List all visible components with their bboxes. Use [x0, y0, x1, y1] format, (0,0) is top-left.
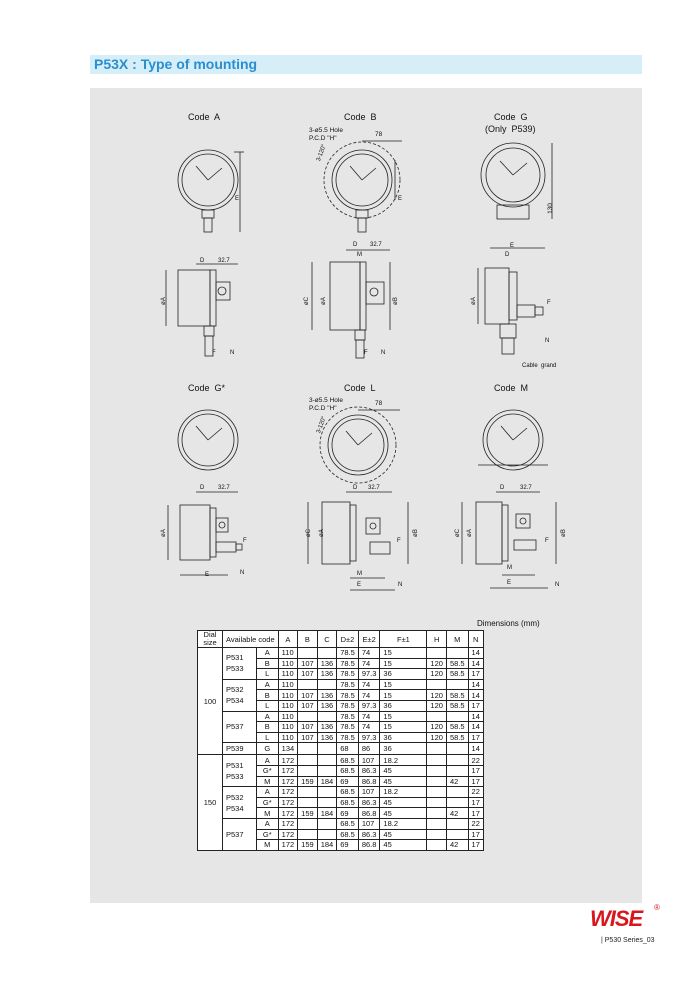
annot-phia-g: øA [470, 297, 477, 305]
cell-f: 45 [380, 776, 427, 787]
cell-h: 120 [427, 732, 447, 743]
cell-code: G [256, 743, 278, 755]
annot-hole-l: 3-ø5.5 Hole [309, 397, 343, 404]
annot-e-g: E [510, 243, 515, 249]
annot-phib-m: øB [560, 529, 567, 537]
cell-b [298, 829, 318, 840]
cell-model: P532 P534 [223, 679, 257, 711]
label-code-a: Code A [188, 112, 221, 122]
annot-327-gstar: 32.7 [218, 485, 230, 491]
cell-n: 17 [468, 732, 483, 743]
cell-n: 17 [468, 765, 483, 776]
annot-phib-b: øB [392, 297, 399, 305]
cell-c [317, 648, 337, 659]
annot-phia-l: øA [318, 529, 325, 537]
cell-c: 136 [317, 700, 337, 711]
gauge-front-code-b [324, 141, 402, 232]
gauge-side-code-m [462, 492, 556, 588]
cell-code: G* [256, 829, 278, 840]
cell-code: A [256, 711, 278, 722]
annot-n-l: N [398, 582, 403, 588]
cell-b: 107 [298, 690, 318, 701]
label-code-gstar: Code G* [188, 383, 226, 393]
cell-b [298, 648, 318, 659]
cell-e: 86.3 [358, 765, 380, 776]
cell-e: 74 [358, 658, 380, 669]
cell-m: 58.5 [446, 690, 468, 701]
cell-c [317, 755, 337, 766]
cell-b [298, 743, 318, 755]
cell-c: 136 [317, 732, 337, 743]
cell-f: 45 [380, 808, 427, 819]
annot-327-m: 32.7 [520, 485, 532, 491]
annot-f-b: F [364, 350, 368, 356]
gauge-side-code-a [166, 264, 238, 356]
cell-model: P539 [223, 743, 257, 755]
cell-b: 159 [298, 840, 318, 851]
cell-a: 110 [278, 700, 298, 711]
cell-m: 58.5 [446, 658, 468, 669]
cell-d: 78.5 [337, 669, 359, 680]
cell-a: 110 [278, 669, 298, 680]
cell-a: 110 [278, 690, 298, 701]
cell-c: 136 [317, 722, 337, 733]
cell-e: 74 [358, 711, 380, 722]
cell-h [427, 797, 447, 808]
annot-e-b: E [398, 196, 403, 202]
cell-d: 68 [337, 743, 359, 755]
cell-m: 58.5 [446, 669, 468, 680]
cell-m: 58.5 [446, 732, 468, 743]
cell-a: 172 [278, 840, 298, 851]
label-code-l: Code L [344, 383, 376, 393]
cell-b [298, 755, 318, 766]
cell-m [446, 755, 468, 766]
cell-d: 78.5 [337, 711, 359, 722]
cell-b: 107 [298, 700, 318, 711]
annot-e-l: E [357, 582, 362, 588]
annot-f-a: F [212, 350, 216, 356]
cell-c: 184 [317, 808, 337, 819]
cell-h [427, 787, 447, 798]
annot-d-a: D [200, 258, 205, 264]
cell-a: 172 [278, 829, 298, 840]
cell-d: 69 [337, 776, 359, 787]
cell-f: 18.2 [380, 818, 427, 829]
annot-d-l: D [353, 485, 358, 491]
cell-b [298, 787, 318, 798]
gauge-side-code-g [478, 248, 545, 354]
annot-pcd-l: P.C.D "H" [309, 405, 337, 412]
cell-h: 120 [427, 669, 447, 680]
annot-m-m: M [507, 565, 512, 571]
cell-m: 58.5 [446, 700, 468, 711]
page-number: | P530 Series_03 [601, 937, 655, 944]
label-code-b: Code B [344, 112, 377, 122]
table-row [198, 818, 484, 829]
table-row [198, 743, 484, 755]
annot-phia-m: øA [466, 529, 473, 537]
annot-d-m: D [500, 485, 505, 491]
cell-f: 45 [380, 829, 427, 840]
annot-130: 130 [546, 203, 554, 214]
gauge-side-code-gstar [168, 492, 245, 576]
cell-a: 172 [278, 818, 298, 829]
cell-a: 110 [278, 711, 298, 722]
annot-cable: Cable grand [522, 363, 557, 369]
table-row [198, 711, 484, 722]
cell-b [298, 679, 318, 690]
cell-n: 14 [468, 658, 483, 669]
cell-m: 42 [446, 808, 468, 819]
section-title: P53X : Type of mounting [94, 56, 258, 72]
annot-n-a: N [230, 350, 235, 356]
cell-d: 68.5 [337, 829, 359, 840]
annot-angle-l: 3-120° [316, 415, 328, 435]
cell-model: P531 P533 [223, 755, 257, 787]
cell-f: 18.2 [380, 755, 427, 766]
annot-e-m: E [507, 580, 512, 586]
cell-a: 172 [278, 797, 298, 808]
cell-c [317, 829, 337, 840]
annot-d-g: D [505, 252, 510, 258]
cell-n: 14 [468, 722, 483, 733]
th-h: H [427, 631, 447, 648]
annot-f-gstar: F [243, 538, 247, 544]
cell-n: 14 [468, 711, 483, 722]
cell-d: 78.5 [337, 722, 359, 733]
cell-b [298, 797, 318, 808]
cell-f: 15 [380, 690, 427, 701]
registered-mark: ® [654, 903, 660, 912]
annot-n-m: N [555, 582, 560, 588]
cell-b: 107 [298, 658, 318, 669]
gauge-front-code-g [481, 143, 552, 219]
dimensions-caption: Dimensions (mm) [477, 619, 540, 628]
cell-n: 14 [468, 690, 483, 701]
cell-m [446, 743, 468, 755]
cell-code: M [256, 840, 278, 851]
annot-phic-b: øC [304, 297, 310, 305]
th-c: C [317, 631, 337, 648]
cell-b: 159 [298, 808, 318, 819]
cell-a: 134 [278, 743, 298, 755]
brand-logo: WISE [590, 906, 643, 931]
cell-h: 120 [427, 700, 447, 711]
cell-m [446, 711, 468, 722]
cell-d: 78.5 [337, 648, 359, 659]
cell-m [446, 765, 468, 776]
annot-n-b: N [381, 350, 386, 356]
cell-f: 15 [380, 658, 427, 669]
cell-b: 107 [298, 669, 318, 680]
cell-h [427, 755, 447, 766]
cell-e: 86.8 [358, 808, 380, 819]
cell-b [298, 765, 318, 776]
th-available-code: Available code [223, 631, 279, 648]
cell-e: 86 [358, 743, 380, 755]
cell-e: 97.3 [358, 732, 380, 743]
cell-code: A [256, 818, 278, 829]
cell-c: 184 [317, 776, 337, 787]
cell-code: M [256, 808, 278, 819]
th-dial-size: Dial size [198, 631, 223, 648]
annot-d-gstar: D [200, 485, 205, 491]
cell-d: 68.5 [337, 755, 359, 766]
cell-m: 42 [446, 776, 468, 787]
annot-m-b: M [357, 252, 362, 258]
cell-m [446, 787, 468, 798]
cell-e: 86.8 [358, 776, 380, 787]
cell-model: P531 P533 [223, 648, 257, 680]
cell-d: 69 [337, 840, 359, 851]
cell-n: 17 [468, 797, 483, 808]
annot-angle-b: 3-120° [316, 143, 328, 163]
cell-n: 22 [468, 787, 483, 798]
cell-h: 120 [427, 722, 447, 733]
table-body [198, 648, 484, 851]
cell-n: 17 [468, 669, 483, 680]
th-f: F±1 [380, 631, 427, 648]
annot-327-b: 32.7 [370, 242, 382, 248]
annot-hole-b: 3-ø5.5 Hole [309, 127, 343, 134]
cell-a: 172 [278, 755, 298, 766]
annot-n-gstar: N [240, 570, 245, 576]
cell-h: 120 [427, 690, 447, 701]
cell-d: 78.5 [337, 700, 359, 711]
cell-dial-size: 150 [198, 755, 223, 850]
th-d: D±2 [337, 631, 359, 648]
cell-f: 36 [380, 743, 427, 755]
cell-a: 110 [278, 722, 298, 733]
cell-code: G* [256, 797, 278, 808]
cell-f: 36 [380, 732, 427, 743]
cell-m [446, 818, 468, 829]
cell-c: 136 [317, 658, 337, 669]
cell-a: 172 [278, 787, 298, 798]
cell-code: A [256, 679, 278, 690]
cell-e: 86.8 [358, 840, 380, 851]
cell-f: 45 [380, 840, 427, 851]
cell-f: 45 [380, 765, 427, 776]
cell-code: L [256, 700, 278, 711]
cell-h [427, 765, 447, 776]
cell-code: M [256, 776, 278, 787]
cell-c: 136 [317, 669, 337, 680]
th-e: E±2 [358, 631, 380, 648]
annot-phib-l: øB [412, 529, 419, 537]
cell-h [427, 679, 447, 690]
cell-e: 86.3 [358, 797, 380, 808]
cell-d: 78.5 [337, 658, 359, 669]
table-row [198, 648, 484, 659]
cell-n: 17 [468, 700, 483, 711]
cell-n: 14 [468, 648, 483, 659]
cell-c [317, 818, 337, 829]
cell-a: 110 [278, 658, 298, 669]
cell-n: 22 [468, 755, 483, 766]
cell-d: 68.5 [337, 787, 359, 798]
cell-a: 110 [278, 732, 298, 743]
cell-f: 15 [380, 711, 427, 722]
cell-m [446, 679, 468, 690]
cell-e: 97.3 [358, 700, 380, 711]
th-b: B [298, 631, 318, 648]
annot-m-l: M [357, 571, 362, 577]
cell-n: 14 [468, 679, 483, 690]
cell-c [317, 797, 337, 808]
cell-d: 68.5 [337, 818, 359, 829]
cell-e: 74 [358, 648, 380, 659]
cell-b [298, 818, 318, 829]
cell-f: 15 [380, 679, 427, 690]
annot-n-g: N [545, 338, 550, 344]
cell-h [427, 743, 447, 755]
cell-f: 36 [380, 669, 427, 680]
annot-327-a: 32.7 [218, 258, 230, 264]
cell-h [427, 648, 447, 659]
cell-model: P537 [223, 818, 257, 850]
cell-n: 17 [468, 840, 483, 851]
cell-c [317, 679, 337, 690]
cell-f: 15 [380, 722, 427, 733]
annot-pcd-b: P.C.D "H" [309, 135, 337, 142]
cell-m [446, 648, 468, 659]
cell-n: 22 [468, 818, 483, 829]
cell-f: 36 [380, 700, 427, 711]
cell-n: 17 [468, 776, 483, 787]
annot-78-b: 78 [375, 131, 383, 138]
gauge-front-code-m [478, 410, 548, 470]
cell-d: 78.5 [337, 732, 359, 743]
annot-phic-l: øC [306, 529, 312, 537]
cell-c: 136 [317, 690, 337, 701]
th-n: N [468, 631, 483, 648]
cell-d: 68.5 [337, 797, 359, 808]
annot-e-a: E [235, 196, 240, 202]
cell-b: 159 [298, 776, 318, 787]
cell-h: 120 [427, 658, 447, 669]
cell-d: 68.5 [337, 765, 359, 776]
cell-e: 107 [358, 818, 380, 829]
cell-model: P537 [223, 711, 257, 743]
cell-e: 97.3 [358, 669, 380, 680]
cell-a: 172 [278, 765, 298, 776]
th-m: M [446, 631, 468, 648]
gauge-front-code-a [178, 150, 244, 232]
cell-c [317, 743, 337, 755]
cell-m [446, 797, 468, 808]
annot-f-g: F [547, 300, 551, 306]
cell-code: L [256, 669, 278, 680]
cell-b: 107 [298, 722, 318, 733]
cell-c: 184 [317, 840, 337, 851]
cell-h [427, 818, 447, 829]
cell-code: G* [256, 765, 278, 776]
gauge-front-code-gstar [178, 410, 238, 470]
cell-h [427, 776, 447, 787]
cell-f: 18.2 [380, 787, 427, 798]
cell-b [298, 711, 318, 722]
annot-78-l: 78 [375, 400, 383, 407]
cell-c [317, 787, 337, 798]
table-row [198, 679, 484, 690]
th-a: A [278, 631, 298, 648]
cell-a: 110 [278, 679, 298, 690]
gauge-front-code-l [320, 407, 400, 483]
cell-b: 107 [298, 732, 318, 743]
annot-phia-a: øA [160, 297, 167, 305]
cell-n: 17 [468, 829, 483, 840]
table-header-row [198, 631, 484, 648]
cell-e: 74 [358, 722, 380, 733]
cell-n: 17 [468, 808, 483, 819]
gauge-side-code-l [308, 492, 408, 590]
cell-model: P532 P534 [223, 787, 257, 819]
label-code-g-note: (Only P539) [485, 124, 536, 134]
cell-e: 107 [358, 787, 380, 798]
annot-f-l: F [397, 538, 401, 544]
cell-code: B [256, 722, 278, 733]
label-code-g: Code G [494, 112, 528, 122]
cell-h [427, 829, 447, 840]
annot-phia-b: øA [320, 297, 327, 305]
annot-d-b: D [353, 242, 358, 248]
cell-f: 15 [380, 648, 427, 659]
table-row [198, 787, 484, 798]
gauge-side-code-b [312, 250, 390, 358]
cell-c [317, 711, 337, 722]
cell-h [427, 711, 447, 722]
cell-h [427, 808, 447, 819]
annot-e-gstar: E [205, 572, 210, 578]
annot-phia-gstar: øA [160, 529, 167, 537]
cell-f: 45 [380, 797, 427, 808]
cell-code: B [256, 658, 278, 669]
cell-dial-size: 100 [198, 648, 223, 755]
cell-code: L [256, 732, 278, 743]
cell-e: 86.3 [358, 829, 380, 840]
cell-n: 14 [468, 743, 483, 755]
cell-code: A [256, 755, 278, 766]
cell-h [427, 840, 447, 851]
cell-code: A [256, 787, 278, 798]
cell-a: 110 [278, 648, 298, 659]
annot-phic-m: øC [455, 529, 461, 537]
annot-327-l: 32.7 [368, 485, 380, 491]
cell-code: A [256, 648, 278, 659]
dimensions-table [197, 630, 484, 851]
label-code-m: Code M [494, 383, 529, 393]
cell-e: 74 [358, 690, 380, 701]
cell-d: 78.5 [337, 690, 359, 701]
cell-a: 172 [278, 808, 298, 819]
cell-code: B [256, 690, 278, 701]
cell-m: 42 [446, 840, 468, 851]
cell-m [446, 829, 468, 840]
cell-a: 172 [278, 776, 298, 787]
cell-e: 74 [358, 679, 380, 690]
cell-d: 69 [337, 808, 359, 819]
table-row [198, 755, 484, 766]
cell-c [317, 765, 337, 776]
cell-d: 78.5 [337, 679, 359, 690]
cell-e: 107 [358, 755, 380, 766]
annot-f-m: F [545, 538, 549, 544]
cell-m: 58.5 [446, 722, 468, 733]
